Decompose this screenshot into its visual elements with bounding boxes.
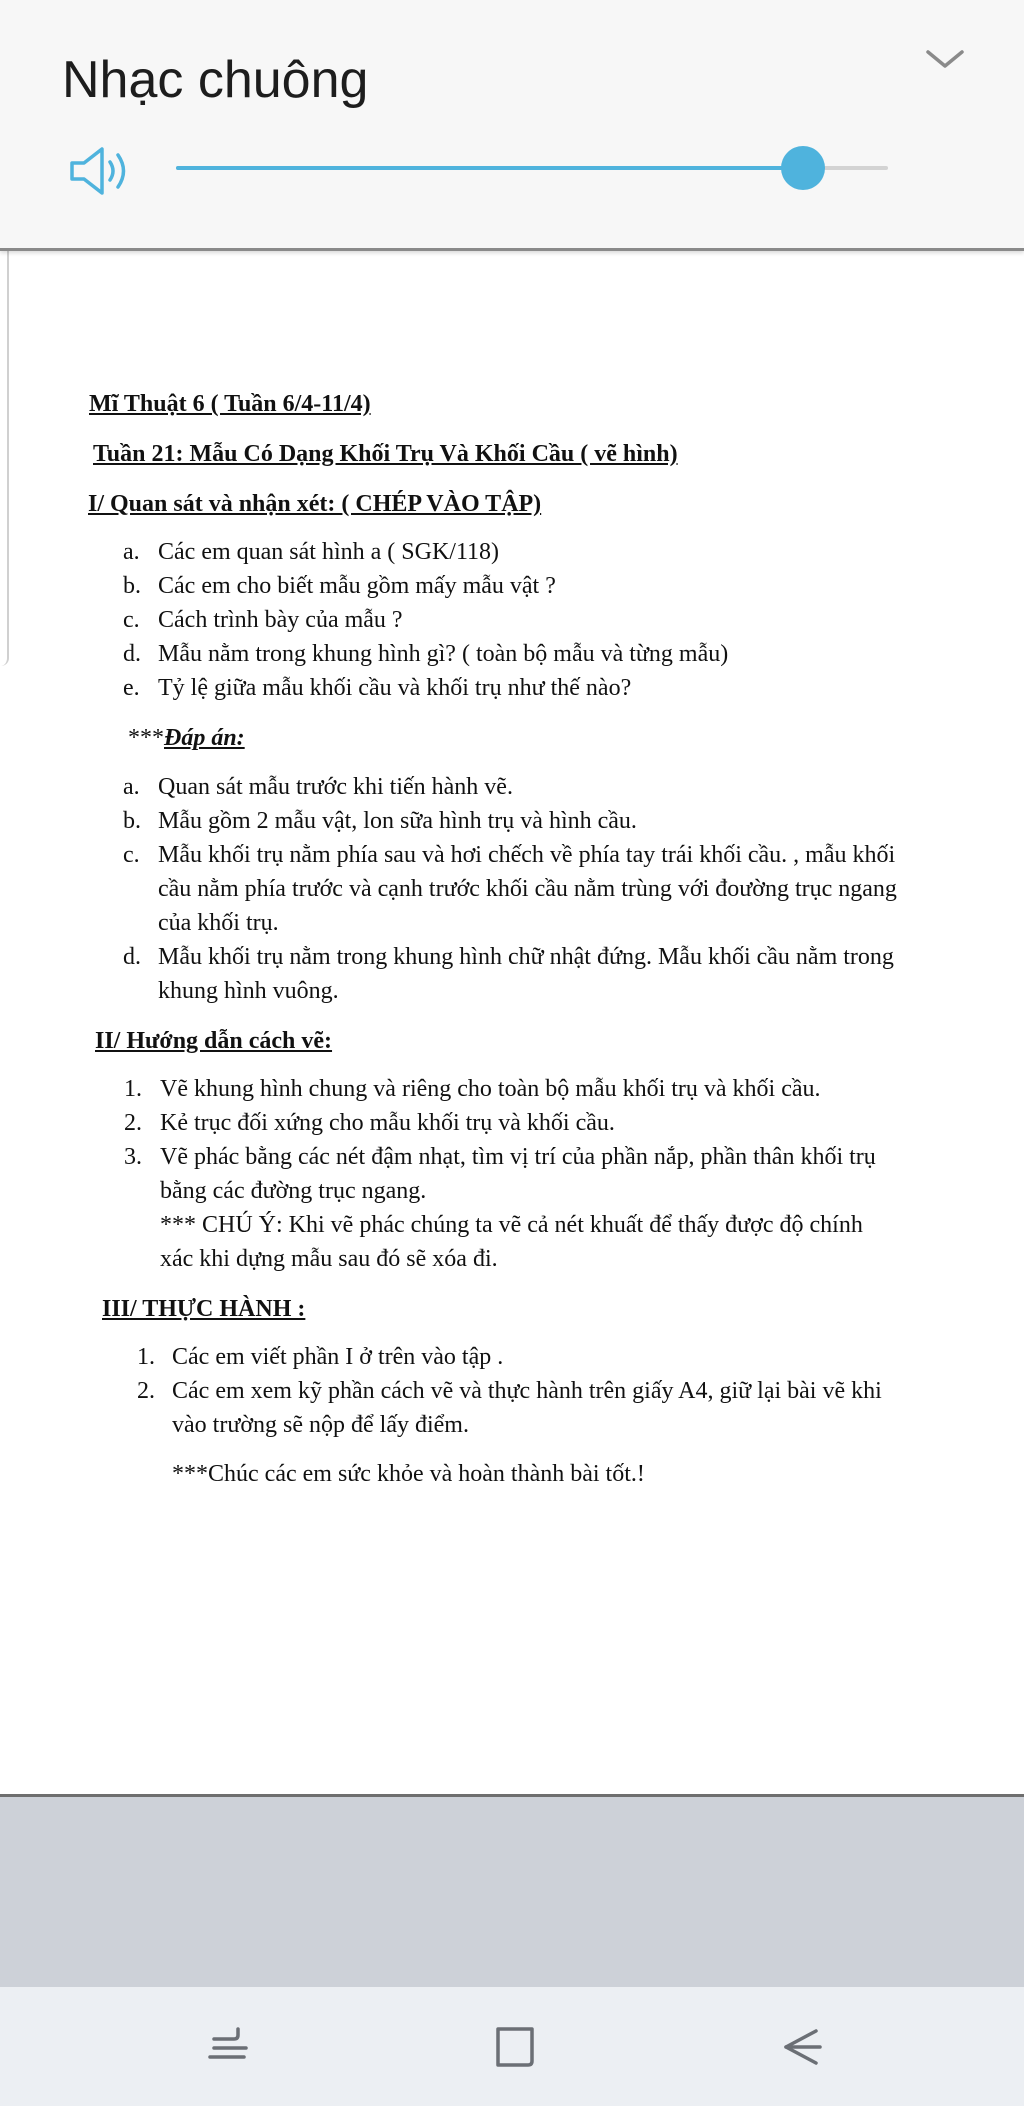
chevron-down-icon[interactable] <box>922 44 968 74</box>
list-item: Các em cho biết mẫu gồm mấy mẫu vật ? <box>158 573 556 599</box>
list-marker: 2. <box>137 1378 155 1404</box>
list-item: Vẽ phác bằng các nét đậm nhạt, tìm vị trí của phần nắp, phần thân khối trụ <box>160 1144 876 1170</box>
section2-heading: II/ Hướng dẫn cách vẽ: <box>95 1028 333 1054</box>
list-item: Cách trình bày của mẫu ? <box>158 607 403 633</box>
list-item-continuation: vào trường sẽ nộp để lấy điểm. <box>172 1412 469 1438</box>
answer-label <box>128 725 245 752</box>
list-item-continuation: bằng các đường trục ngang. <box>160 1178 427 1204</box>
answer-title: Đáp án: <box>164 725 245 751</box>
doc-title: Mĩ Thuật 6 ( Tuần 6/4-11/4) <box>89 391 371 417</box>
list-item: Các em xem kỹ phần cách vẽ và thực hành trên giấy A4, giữ lại bài vẽ khi <box>172 1378 882 1404</box>
list-item: Kẻ trục đối xứng cho mẫu khối trụ và khối cầu. <box>160 1110 615 1136</box>
list-item: Mẫu gồm 2 mẫu vật, lon sữa hình trụ và hình cầu. <box>158 808 637 834</box>
list-marker: c. <box>123 607 140 633</box>
closing-note: ***Chúc các em sức khỏe và hoàn thành bài tốt.! <box>172 1461 645 1487</box>
section1-heading: I/ Quan sát và nhận xét: ( CHÉP VÀO TẬP) <box>88 491 542 517</box>
volume-slider[interactable] <box>176 166 888 170</box>
document-page <box>0 251 1024 1794</box>
note-line: *** CHÚ Ý: Khi vẽ phác chúng ta vẽ cả nét khuất để thấy được độ chính <box>160 1212 863 1238</box>
lesson-title: Tuần 21: Mẫu Có Dạng Khối Trụ Và Khối Cầu ( vẽ hình) <box>93 441 678 467</box>
list-marker: 1. <box>124 1076 142 1102</box>
list-marker: c. <box>123 842 140 868</box>
list-marker: e. <box>123 675 140 701</box>
note-line: xác khi dựng mẫu sau đó sẽ xóa đi. <box>160 1246 498 1272</box>
navigation-bar <box>0 1987 1024 2106</box>
recent-apps-icon[interactable] <box>200 2017 260 2077</box>
back-icon[interactable] <box>772 2017 832 2077</box>
list-item: Các em viết phần I ở trên vào tập . <box>172 1344 504 1370</box>
list-marker: b. <box>123 808 141 834</box>
answer-prefix: *** <box>128 725 164 751</box>
list-item: Mẫu khối trụ nằm phía sau và hơi chếch về phía tay trái khối cầu. , mẫu khối <box>158 842 896 868</box>
list-marker: d. <box>123 944 141 970</box>
list-marker: d. <box>123 641 141 667</box>
list-marker: b. <box>123 573 141 599</box>
list-marker: 2. <box>124 1110 142 1136</box>
list-item: Tỷ lệ giữa mẫu khối cầu và khối trụ như thế nào? <box>158 675 632 701</box>
viewer-background <box>0 1797 1024 1987</box>
section3-heading: III/ THỰC HÀNH : <box>102 1296 306 1322</box>
list-marker: a. <box>123 774 140 800</box>
list-item-continuation: của khối trụ. <box>158 910 279 936</box>
list-item-continuation: khung hình vuông. <box>158 978 339 1004</box>
list-item: Vẽ khung hình chung và riêng cho toàn bộ mẫu khối trụ và khối cầu. <box>160 1076 821 1102</box>
list-item-continuation: cầu nằm phía trước và cạnh trước khối cầu nằm trùng với đoường trục ngang <box>158 876 897 902</box>
panel-title: Nhạc chuông <box>62 51 369 109</box>
list-item: Các em quan sát hình a ( SGK/118) <box>158 539 500 565</box>
list-marker: 1. <box>137 1344 155 1370</box>
list-marker: a. <box>123 539 140 565</box>
list-item: Mẫu khối trụ nằm trong khung hình chữ nhật đứng. Mẫu khối cầu nằm trong <box>158 944 894 970</box>
list-item: Quan sát mẫu trước khi tiến hành vẽ. <box>158 774 513 800</box>
speaker-volume-icon[interactable] <box>68 144 134 198</box>
volume-slider-thumb[interactable] <box>781 146 825 190</box>
home-icon[interactable] <box>486 2017 546 2077</box>
list-marker: 3. <box>124 1144 142 1170</box>
ringtone-volume-panel <box>0 0 1024 251</box>
volume-slider-fill <box>176 166 803 170</box>
list-item: Mẫu nằm trong khung hình gì? ( toàn bộ mẫu và từng mẫu) <box>158 641 729 667</box>
